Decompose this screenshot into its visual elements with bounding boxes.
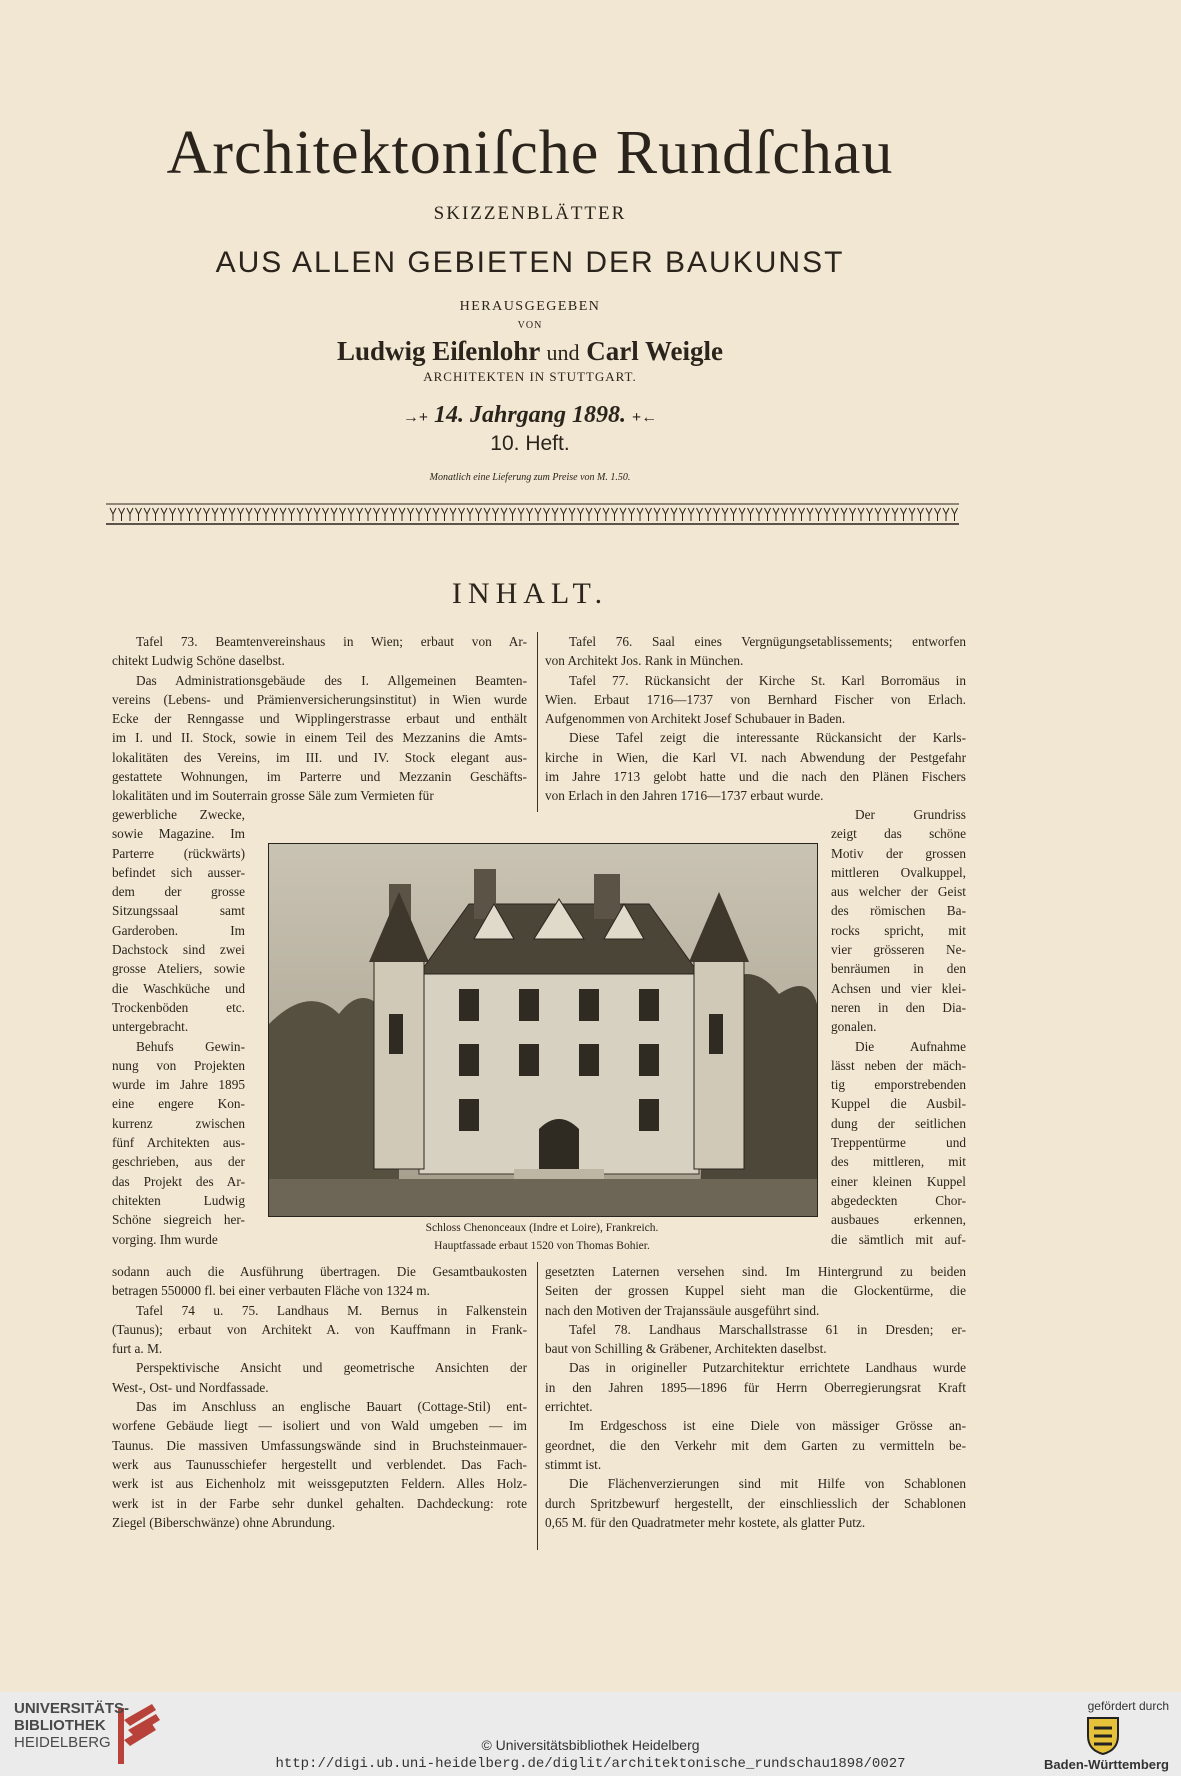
ornament-motif [663, 508, 669, 521]
column-divider-bottom [537, 1262, 538, 1550]
text-line: chitekt Ludwig Schöne daselbst. [112, 653, 285, 669]
copyright-notice: © Universitätsbibliothek Heidelberg [481, 1737, 700, 1753]
text-line: Ziegel (Biberschwänze) ohne Abrundung. [112, 1514, 336, 1530]
text-line: Die Flächenverzierungen sind mit Hilfe von Schablonen [569, 1476, 966, 1492]
ornament-motif [136, 508, 142, 521]
ornament-motif [552, 508, 558, 521]
ornament-motif [238, 508, 244, 521]
text-line: grosse Ateliers, sowie [112, 961, 245, 977]
ornament-motif [722, 508, 728, 521]
ornament-motif [161, 508, 167, 521]
ornament-motif [510, 508, 516, 521]
ornament-motif [858, 508, 864, 521]
text-line: Schöne siegreich her- [112, 1212, 245, 1228]
text-line: Im Erdgeschoss ist eine Diele von mässiger Grösse an- [569, 1418, 966, 1434]
text-line: Seiten der grossen Kuppel sieht man die Glockentürme, die [545, 1283, 966, 1299]
text-line: Diese Tafel zeigt die interessante Rückansicht der Karls- [569, 730, 966, 746]
text-line: Tafel 78. Landhaus Marschallstrasse 61 in Dresden; er- [569, 1321, 966, 1337]
editors-line [0, 336, 1060, 367]
ornament-motif [909, 508, 915, 521]
text-line: Aufgenommen von Architekt Josef Schubauer in Baden. [545, 711, 846, 727]
ornament-motif [484, 508, 490, 521]
ornament-motif [314, 508, 320, 521]
text-line: Parterre (rückwärts) [112, 845, 245, 861]
text-line: stimmt ist. [545, 1456, 602, 1472]
ornament-motif [637, 508, 643, 521]
ornament-motif [144, 508, 150, 521]
text-line: werk aus Taunusschiefer hergestellt und verblendet. Das Fach- [112, 1456, 527, 1472]
left-column-bottom [112, 1262, 527, 1532]
ornament-motif [476, 508, 482, 521]
year-ornament-right: +← [632, 409, 658, 426]
ornament-motif [348, 508, 354, 521]
text-line: kurrenz zwischen [112, 1115, 245, 1131]
right-column-top [545, 632, 966, 806]
text-line: im Jahre 1713 gelobt hatte und die nach den Plänen Fischers [545, 769, 966, 785]
decorative-border-ornament [106, 502, 959, 526]
text-line: errichtet. [545, 1399, 593, 1415]
price-note: Monatlich eine Lieferung zum Preise von M. 1.50. [429, 472, 631, 483]
right-column-narrow [831, 805, 966, 1249]
ornament-motif [272, 508, 278, 521]
ornament-motif [646, 508, 652, 521]
figure-caption-line2: Hauptfassade erbaut 1520 von Thomas Bohier. [434, 1240, 650, 1252]
ornament-motif [943, 508, 949, 521]
editor-eisenlohr: Ludwig Eiſenlohr [336, 336, 540, 366]
ornament-motif [416, 508, 422, 521]
ornament-motif [595, 508, 601, 521]
figure-caption-line1: Schloss Chenonceaux (Indre et Loire), Frankreich. [425, 1222, 659, 1234]
text-line: (Taunus); erbaut von Architekt A. von Kauffmann in Frank- [112, 1321, 527, 1337]
text-line: in den Jahren 1895—1896 für Herrn Oberregierungsrat Kraft [545, 1379, 966, 1395]
text-line: nung von Projekten [112, 1057, 245, 1073]
text-line: von Architekt Jos. Rank in München. [545, 653, 744, 669]
ornament-motif [229, 508, 235, 521]
text-line: Das im Anschluss an englische Bauart (Cottage-Stil) ent- [136, 1399, 527, 1415]
library-name-line2: BIBLIOTHEK [14, 1717, 106, 1734]
chateau-engraving [269, 844, 817, 1216]
ornament-motif [952, 508, 958, 521]
ornament-motif [875, 508, 881, 521]
text-line: vier grösseren Ne- [831, 942, 966, 958]
text-line: fünf Architekten aus- [112, 1135, 245, 1151]
text-line: geschrieben, aus der [112, 1154, 245, 1170]
ornament-motif [807, 508, 813, 521]
ornament-motif [841, 508, 847, 521]
text-line: geordnet, die den Verkehr mit dem Garten zu vermitteln be- [545, 1437, 966, 1453]
ornament-motif [110, 508, 116, 521]
ornament-motif [688, 508, 694, 521]
year-text: 14. Jahrgang 1898. [433, 402, 627, 428]
ornament-motif [680, 508, 686, 521]
text-line: Das Administrationsgebäude des I. Allgemeinen Beamten- [136, 672, 527, 688]
ornament-motif [892, 508, 898, 521]
text-line: gesetzten Laternen versehen sind. Im Hintergrund zu beiden [545, 1264, 966, 1279]
ornament-motif [365, 508, 371, 521]
text-line: Treppentürme und [831, 1135, 966, 1151]
text-line: Taunus. Die massiven Umfassungswände sind in Bruchsteinmauer- [112, 1437, 527, 1453]
ornament-motif [824, 508, 830, 521]
text-line: untergebracht. [112, 1019, 189, 1035]
ornament-motif [501, 508, 507, 521]
text-line: befindet sich ausser- [112, 864, 245, 880]
ornament-motif [790, 508, 796, 521]
text-line: wurde im Jahre 1895 [112, 1077, 245, 1093]
journal-title: Architektoniſche Rundſchau [166, 119, 894, 187]
ornament-motif [204, 508, 210, 521]
ornament-motif [382, 508, 388, 521]
ornament-motif [756, 508, 762, 521]
ornament-motif [654, 508, 660, 521]
text-line: werk ist in der Farbe sehr dunkel gehalten. Dachdeckung: rote [112, 1495, 527, 1511]
text-line: Behufs Gewin- [136, 1038, 245, 1054]
text-line: die sämtlich mit auf- [831, 1231, 966, 1247]
text-line: Kuppel die Ausbil- [831, 1096, 966, 1112]
text-line: Sitzungssaal samt [112, 903, 245, 919]
text-line: abgedeckten Chor- [831, 1192, 966, 1208]
ornament-motif [782, 508, 788, 521]
ornament-motif [127, 508, 133, 521]
text-line: baut von Schilling & Gräbener, Architekten daselbst. [545, 1341, 827, 1357]
ornament-motif [739, 508, 745, 521]
ornament-motif [280, 508, 286, 521]
ornament-motif [493, 508, 499, 521]
ornament-motif [178, 508, 184, 521]
ornament-motif [246, 508, 252, 521]
text-line: Wien. Erbaut 1716—1737 von Bernhard Fischer von Erlach. [545, 691, 966, 707]
text-line: lokalitäten des Vereins, im III. und IV. Stock elegant aus- [112, 749, 527, 765]
ornament-motif [297, 508, 303, 521]
ornament-motif [374, 508, 380, 521]
sponsor-label: gefördert durch [1087, 1699, 1169, 1713]
ornament-motif [884, 508, 890, 521]
ornament-motif [833, 508, 839, 521]
column-divider-top [537, 632, 538, 812]
ornament-motif [603, 508, 609, 521]
ornament-motif [629, 508, 635, 521]
text-line: des römischen Ba- [831, 903, 966, 919]
ornament-motif [773, 508, 779, 521]
ornament-motif [926, 508, 932, 521]
text-line: ausbaues erkennen, [831, 1212, 966, 1228]
ornament-motif [323, 508, 329, 521]
ornament-motif [799, 508, 805, 521]
text-line: Tafel 76. Saal eines Vergnügungsetablissements; entworfen [569, 634, 966, 649]
und-word: und [546, 340, 580, 365]
herausgegeben-label: HERAUSGEGEBEN [459, 299, 601, 314]
library-name-line1: UNIVERSITÄTS- [14, 1700, 130, 1717]
ornament-motif [357, 508, 363, 521]
chateau-illustration [268, 843, 818, 1217]
text-line: Der Grundriss [855, 807, 966, 822]
text-line: Perspektivische Ansicht und geometrische Ansichten der [136, 1360, 527, 1376]
ornament-motif [391, 508, 397, 521]
ornament-motif [459, 508, 465, 521]
text-line: Tafel 74 u. 75. Landhaus M. Bernus in Falkenstein [136, 1302, 527, 1318]
ornament-motif [212, 508, 218, 521]
text-line: zeigt das schöne [831, 826, 966, 842]
ornament-motif [467, 508, 473, 521]
text-line: lässt neben der mäch- [831, 1057, 966, 1073]
text-line: West-, Ost- und Nordfassade. [112, 1379, 269, 1395]
ornament-motif [518, 508, 524, 521]
ornament-motif [187, 508, 193, 521]
ornament-motif [705, 508, 711, 521]
text-line: furt a. M. [112, 1341, 163, 1357]
text-line: neren in den Dia- [831, 999, 966, 1015]
year-line [0, 402, 1060, 429]
ornament-motif [544, 508, 550, 521]
state-coat-of-arms-icon [1082, 1714, 1124, 1756]
contents-heading: INHALT. [451, 577, 609, 610]
text-line: vorging. Ihm wurde [112, 1231, 218, 1247]
text-line: benräumen in den [831, 961, 966, 977]
ornament-motif [935, 508, 941, 521]
ornament-motif [527, 508, 533, 521]
architects-line: ARCHITEKTEN IN STUTTGART. [423, 369, 637, 384]
ornament-motif [535, 508, 541, 521]
text-line: tig emporstrebenden [831, 1077, 966, 1093]
ornament-motif [714, 508, 720, 521]
ornament-motif [612, 508, 618, 521]
text-line: 0,65 M. für den Quadratmeter mehr kostete, als glatter Putz. [545, 1514, 866, 1530]
left-column-top [112, 632, 527, 806]
ornament-motif [748, 508, 754, 521]
text-line: gestattete Wohnungen, im Parterre und Mezzanin Geschäfts- [112, 769, 527, 785]
ornament-motif [765, 508, 771, 521]
text-line: Das in origineller Putzarchitektur errichtete Landhaus wurde [569, 1360, 966, 1376]
ornament-motif [450, 508, 456, 521]
ornament-motif [170, 508, 176, 521]
text-line: des mittleren, mit [831, 1154, 966, 1170]
text-line: Trockenböden etc. [112, 999, 245, 1015]
ornament-motif [620, 508, 626, 521]
ornament-motif [331, 508, 337, 521]
text-line: Achsen und vier klei- [831, 980, 966, 996]
ornament-motif [697, 508, 703, 521]
text-line: Dachstock sind zwei [112, 942, 245, 958]
subtitle-gebiete: AUS ALLEN GEBIETEN DER BAUKUNST [215, 246, 845, 279]
text-line: kirche in Wien, die Karl VI. nach Abwendung der Pestgefahr [545, 749, 966, 765]
ornament-motif [850, 508, 856, 521]
text-line: gewerbliche Zwecke, [112, 807, 245, 822]
ornament-motif [569, 508, 575, 521]
text-line: das Projekt des Ar- [112, 1173, 245, 1189]
text-line: rocks spricht, mit [831, 922, 966, 938]
von-label: VON [517, 320, 543, 331]
text-line: lokalitäten und im Souterrain grosse Säle zum Vermieten für [112, 788, 434, 804]
year-ornament-left: →+ [402, 409, 428, 426]
library-name-line3: HEIDELBERG [14, 1734, 111, 1751]
left-column-narrow [112, 805, 245, 1249]
text-line: chitekten Ludwig [112, 1192, 245, 1208]
text-line: werk ist aus Eichenholz mit weissgeputzten Feldern. Alles Holz- [112, 1476, 527, 1492]
text-line: eine engere Kon- [112, 1096, 245, 1112]
ornament-motif [255, 508, 261, 521]
ornament-motif [867, 508, 873, 521]
ornament-motif [306, 508, 312, 521]
text-line: die Waschküche und [112, 980, 245, 996]
ornament-motif [340, 508, 346, 521]
ornament-motif [671, 508, 677, 521]
ornament-motif [433, 508, 439, 521]
text-line: dung der seitlichen [831, 1115, 966, 1131]
ornament-motif [816, 508, 822, 521]
ornament-motif [408, 508, 414, 521]
issue-number: 10. Heft. [490, 432, 570, 455]
ornament-motif [901, 508, 907, 521]
text-line: worfene Gebäude liegt — isoliert und von Wald umgeben — im [112, 1418, 527, 1434]
sponsor-name: Baden-Württemberg [1044, 1757, 1169, 1772]
text-line: Tafel 77. Rückansicht der Kirche St. Karl Borromäus in [569, 672, 966, 688]
ornament-motif [586, 508, 592, 521]
text-line: Die Aufnahme [855, 1038, 966, 1054]
text-line: Garderoben. Im [112, 922, 245, 938]
text-line: vereins (Lebens- und Prämienversicherungsinstitut) in Wien wurde [112, 691, 527, 707]
ornament-motif [153, 508, 159, 521]
text-line: Ecke der Renngasse und Wipplingerstrasse erbaut und enthält [112, 711, 527, 727]
text-line: von Erlach in den Jahren 1716—1737 erbaut wurde. [545, 788, 824, 804]
ornament-motif [731, 508, 737, 521]
text-line: gonalen. [831, 1019, 877, 1035]
text-line: Tafel 73. Beamtenvereinshaus in Wien; erbaut von Ar- [136, 634, 527, 649]
text-line: betragen 550000 fl. bei einer verbauten Fläche von 1324 m. [112, 1283, 430, 1299]
text-line: aus welcher der Geist [831, 884, 966, 900]
text-line: Motiv der grossen [831, 845, 966, 861]
ornament-motif [425, 508, 431, 521]
editor-weigle: Carl Weigle [586, 336, 724, 366]
ornament-motif [442, 508, 448, 521]
ornament-motif [289, 508, 295, 521]
subtitle-skizzenblaetter: SKIZZENBLÄTTER [433, 203, 627, 224]
ornament-motif [399, 508, 405, 521]
ornament-motif [578, 508, 584, 521]
ornament-motif [195, 508, 201, 521]
text-line: sodann auch die Ausführung übertragen. Die Gesamtbaukosten [112, 1264, 527, 1279]
text-line: sowie Magazine. Im [112, 826, 245, 842]
text-line: mittleren Ovalkuppel, [831, 864, 966, 880]
ornament-motif [263, 508, 269, 521]
ornament-motif [221, 508, 227, 521]
text-line: einer kleinen Kuppel [831, 1173, 966, 1189]
permalink-url[interactable]: http://digi.ub.uni-heidelberg.de/diglit/architektonische_rundschau1898/0027 [275, 1756, 906, 1772]
ornament-motif [918, 508, 924, 521]
ornament-motif [561, 508, 567, 521]
text-line: nach den Motiven der Trajanssäule ausgeführt sind. [545, 1302, 820, 1318]
text-line: dem der grosse [112, 884, 245, 900]
text-line: durch Spritzbewurf hergestellt, der einschliesslich der Schablonen [545, 1495, 966, 1511]
text-line: im I. und II. Stock, sowie in einem Teil des Mezzanins die Amts- [112, 730, 527, 746]
right-column-bottom [545, 1262, 966, 1532]
ornament-motif [119, 508, 125, 521]
